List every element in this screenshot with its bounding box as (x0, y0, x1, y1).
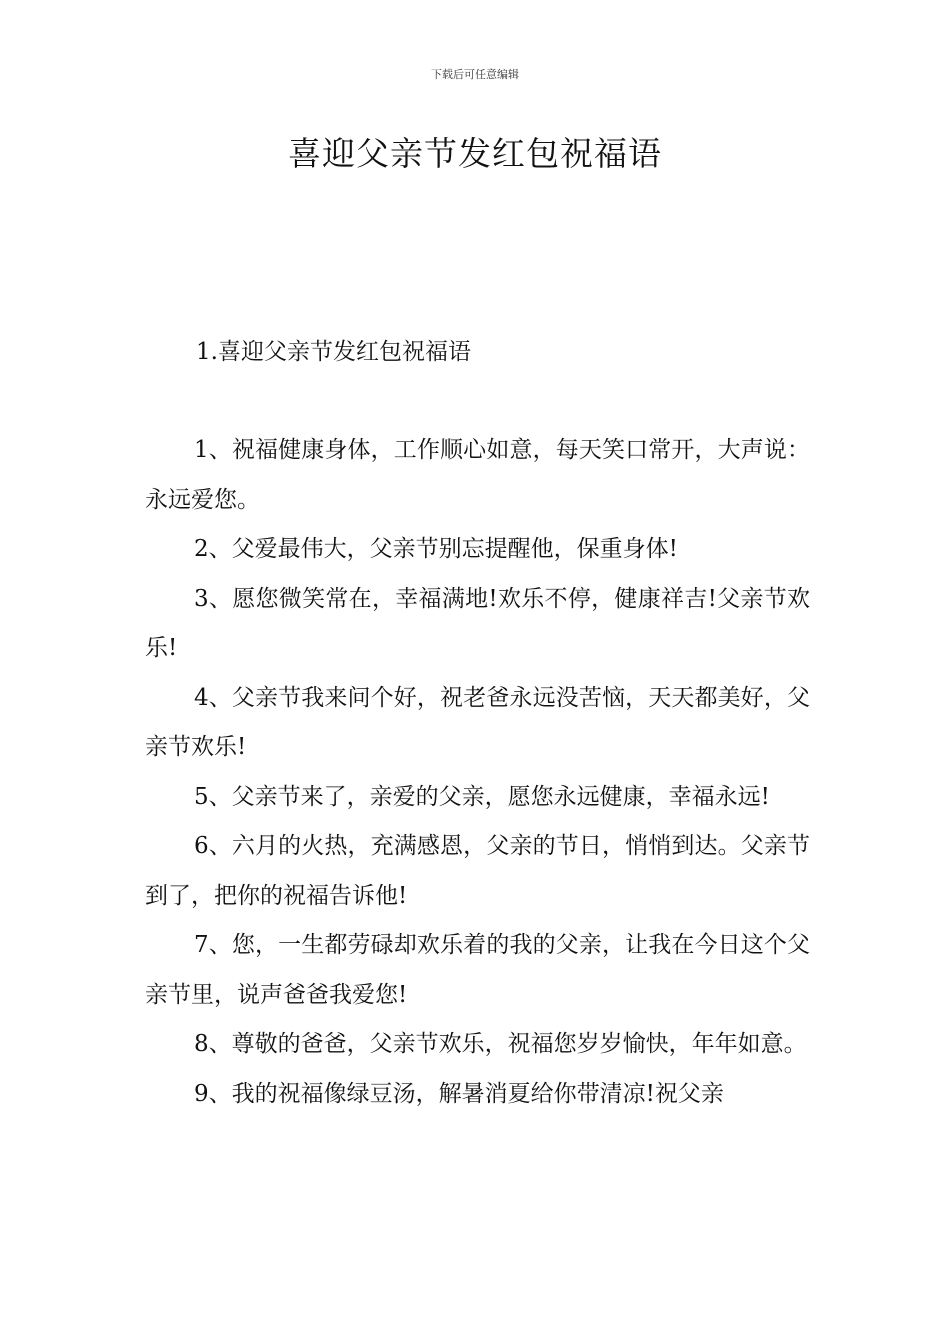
section-heading: 1.喜迎父亲节发红包祝福语 (196, 339, 471, 365)
paragraph-1: 1、祝福健康身体，工作顺心如意，每天笑口常开，大声说：永远爱您。 (145, 437, 810, 513)
paragraph-6: 6、六月的火热，充满感恩，父亲的节日，悄悄到达。父亲节到了，把你的祝福告诉他! (145, 833, 810, 909)
document-body (145, 426, 810, 1119)
document-title: 喜迎父亲节发红包祝福语 (288, 134, 662, 173)
paragraph-8: 8、尊敬的爸爸，父亲节欢乐，祝福您岁岁愉快，年年如意。 (194, 1031, 807, 1057)
paragraph-9: 9、我的祝福像绿豆汤，解暑消夏给你带清凉!祝父亲 (194, 1080, 724, 1107)
header-note: 下载后可任意编辑 (431, 68, 519, 81)
paragraph-3: 3、愿您微笑常在，幸福满地!欢乐不停，健康祥吉!父亲节欢乐! (145, 585, 810, 661)
paragraph-2: 2、父爱最伟大，父亲节别忘提醒他，保重身体! (194, 536, 678, 562)
paragraph-5: 5、父亲节来了，亲爱的父亲，愿您永远健康，幸福永远! (194, 783, 770, 810)
paragraph-4: 4、父亲节我来问个好，祝老爸永远没苦恼，天天都美好，父亲节欢乐! (145, 684, 810, 760)
paragraph-7: 7、您，一生都劳碌却欢乐着的我的父亲，让我在今日这个父亲节里，说声爸爸我爱您! (145, 932, 810, 1008)
